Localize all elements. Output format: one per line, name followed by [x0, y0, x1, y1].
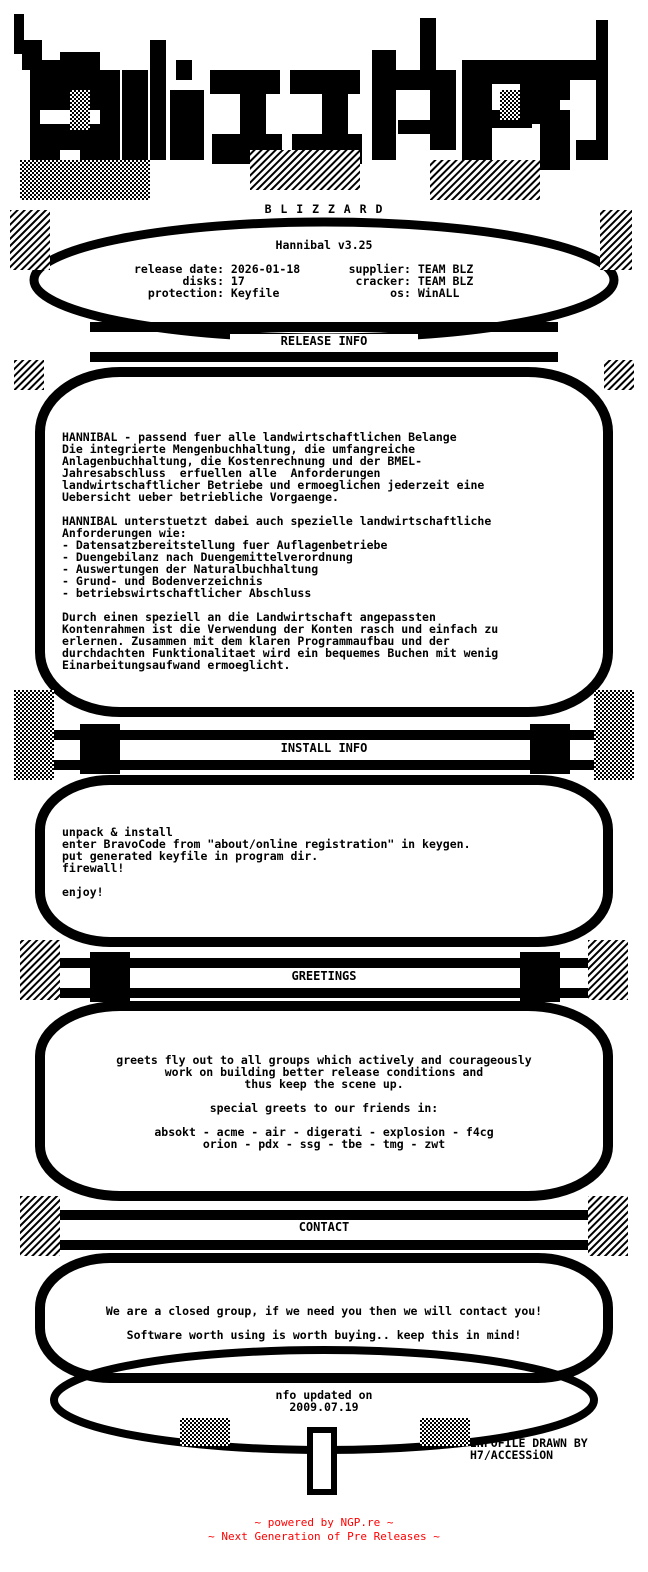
section-heading-contact: CONTACT: [230, 1220, 418, 1234]
release-info-line-2: disks: 17 cracker: TEAM BLZ: [134, 274, 474, 288]
infofile-credit: INFOFILE DRAWN BY H7/ACCESSiON: [470, 1436, 588, 1462]
section-heading-install-info: INSTALL INFO: [206, 741, 442, 755]
greetings-intro: greets fly out to all groups which actively and courageously work on building better release conditions and thus keep the scene up.: [116, 1053, 532, 1091]
section-heading-release-info: RELEASE INFO: [230, 334, 418, 348]
greeted-groups: absokt - acme - air - digerati - explosion - f4cg orion - pdx - ssg - tbe - tmg - zwt: [154, 1125, 494, 1151]
release-title: Hannibal v3.25: [275, 238, 373, 252]
release-info-line-1: release date: 2026-01-18 supplier: TEAM BLZ: [134, 262, 474, 276]
release-description-3: Durch einen speziell an die Landwirtschaft angepassten Kontenrahmen ist die Verwendung der Konten rasch und einfach zu erlernen. Zusammen mit dem klaren Programmaufbau und der durchdachten Funktionalitaet wird ein bequemes Buchen mit wenig Einarbeitungsaufwand ermoeglicht.: [62, 610, 499, 672]
nfo-updated: nfo updated on 2009.07.19: [275, 1388, 373, 1414]
ngp-tagline: ~ Next Generation of Pre Releases ~: [208, 1530, 440, 1543]
section-heading-greetings: GREETINGS: [206, 969, 442, 983]
special-greets-label: special greets to our friends in:: [209, 1101, 439, 1115]
powered-by-link[interactable]: ~ powered by NGP.re ~: [254, 1516, 394, 1529]
group-name: B L I Z Z A R D: [264, 202, 384, 216]
release-info-line-3: protection: Keyfile os: WinALL: [134, 286, 460, 300]
contact-line-1: We are a closed group, if we need you then we will contact you!: [105, 1304, 543, 1318]
release-description-2: HANNIBAL unterstuetzt dabei auch spezielle landwirtschaftliche Anforderungen wie: - Datensatzbereitstellung fuer Auflagenbetriebe - Duengebilanz nach Duengemittelverordnung - Auswertungen der Naturalbuchhaltung - Grund- und Bodenverzeichnis - betriebswirtschaftlicher Abschluss: [62, 514, 492, 600]
release-description-1: HANNIBAL - passend fuer alle landwirtschaftlichen Belange Die integrierte Mengenbuchhaltung, die umfangreiche Anlagenbuchhaltung, die Kostenrechnung und der BMEL- Jahresabschluss erfuellen alle Anforderungen landwirtschaftlicher Betriebe und ermoeglichen jederzeit eine Uebersicht ueber betriebliche Vorgaenge.: [62, 430, 485, 504]
contact-line-2: Software worth using is worth buying.. keep this in mind!: [126, 1328, 522, 1342]
install-instructions: unpack & install enter BravoCode from "about/online registration" in keygen. put generated keyfile in program dir. firewall! enjoy!: [62, 825, 471, 899]
